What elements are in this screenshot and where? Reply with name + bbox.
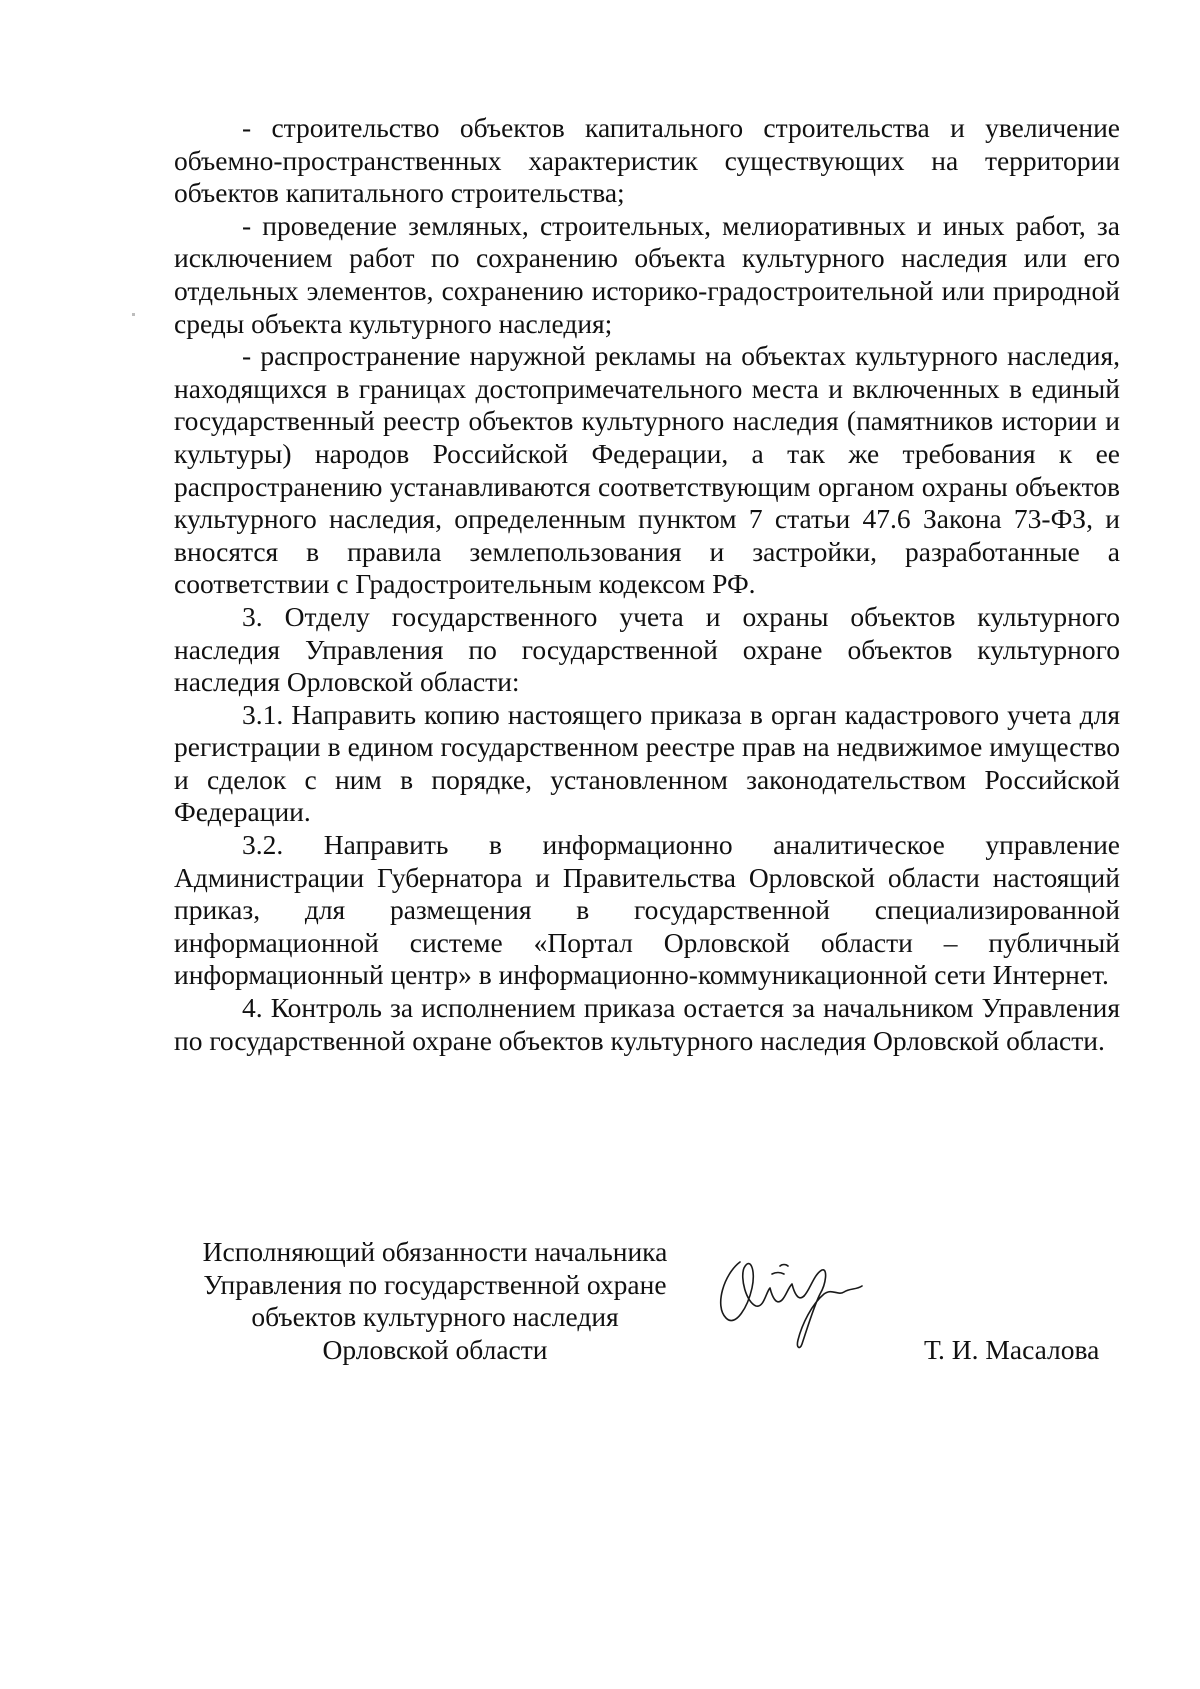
signature-block <box>170 1236 1120 1416</box>
paragraph-construction: - строительство объектов капитального строительства и увеличение объемно-пространственных характеристик существующих на территории объектов капитального строительства; <box>174 112 1120 209</box>
signatory-position-line: Исполняющий обязанности начальника <box>202 1236 668 1267</box>
document-body <box>174 112 1120 1057</box>
handwritten-signature <box>710 1244 870 1354</box>
paragraph-item-3-1: 3.1. Направить копию настоящего приказа в орган кадастрового учета для регистрации в едином государственном реестре прав на недвижимое имущество и сделок с ним в порядке, установленном законодательством Российской Федерации. <box>174 698 1120 828</box>
signatory-name: Т. И. Масалова <box>924 1334 1100 1365</box>
paragraph-item-3-2: 3.2. Направить в информационно аналитическое управление Администрации Губернатора и Правительства Орловской области настоящий приказ, для размещения в государственной специализированной информационной системе «Портал Орловской области – публичный информационный центр» в информационно-коммуникационной сети Интернет. <box>174 829 1120 991</box>
paragraph-item-4: 4. Контроль за исполнением приказа остается за начальником Управления по государственной охране объектов культурного наследия Орловской области. <box>174 992 1120 1056</box>
paragraph-advertising: - распространение наружной рекламы на объектах культурного наследия, находящихся в границах достопримечательного места и включенных в единый государственный реестр объектов культурного наследия (памятников истории и культуры) народов Российской Федерации, а так же требования к ее распространению устанавливаются соответствующим органом охраны объектов культурного наследия, определенным пунктом 7 статьи 47.6 Закона 73-ФЗ, и вносятся в правила землепользования и застройки, разработанные а соответствии с Градостроительным кодексом РФ. <box>174 340 1120 600</box>
signatory-position-line: Орловской области <box>322 1333 548 1365</box>
signatory-position-line: Управления по государственной охране <box>203 1268 667 1300</box>
paragraph-item-3: 3. Отделу государственного учета и охраны объектов культурного наследия Управления по государственной охране объектов культурного наследия Орловской области: <box>174 600 1120 698</box>
scan-speck <box>132 313 135 316</box>
signatory-position <box>190 1236 680 1366</box>
paragraph-earthworks: - проведение земляных, строительных, мелиоративных и иных работ, за исключением работ по сохранению объекта культурного наследия или его отдельных элементов, сохранению историко-градостроительной или природной среды объекта культурного наследия; <box>174 209 1120 339</box>
signatory-position-line: объектов культурного наследия <box>251 1301 619 1333</box>
